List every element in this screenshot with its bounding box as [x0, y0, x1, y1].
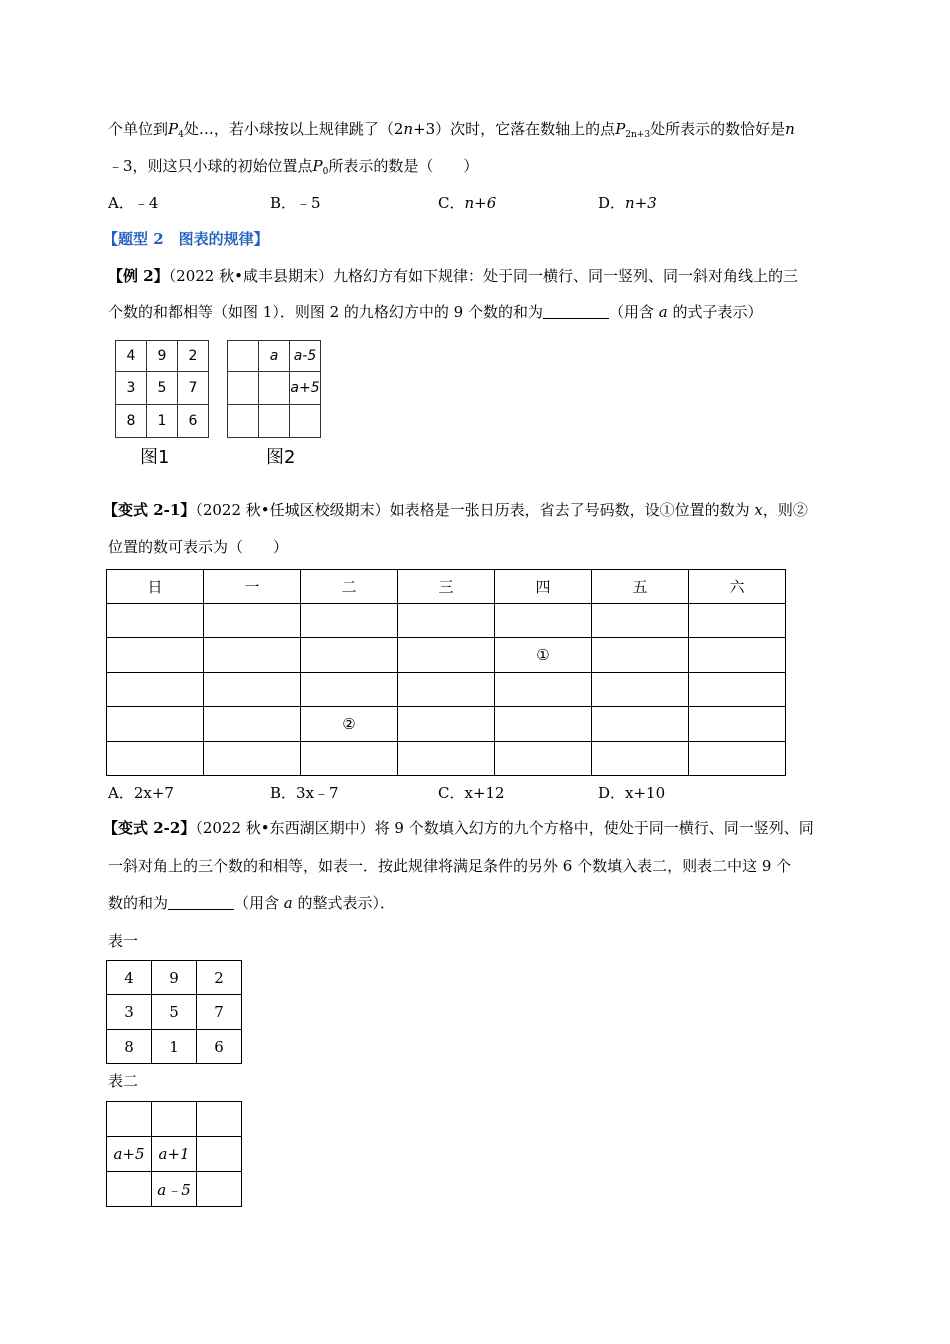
var-n: n: [403, 120, 414, 138]
calendar-row: [107, 673, 786, 707]
v21-option-a[interactable]: A．2x+7: [108, 784, 174, 802]
calendar-row: [107, 638, 786, 673]
fig2-magic-square: a a-5 a+5: [227, 340, 321, 438]
v21-tag: 【变式 2-1】: [103, 501, 196, 519]
table-one: 4 9 2 3 5 7 8 1 6: [106, 960, 242, 1064]
text: 所表示的数是（ ）: [328, 157, 479, 175]
calendar-header: 一: [204, 570, 301, 604]
calendar-row: [107, 742, 786, 776]
subscript: 2n+3: [625, 130, 651, 140]
v21-option-c[interactable]: C．x+12: [438, 784, 505, 802]
ex2-line-1: [108, 266, 798, 286]
subscript: 4: [178, 130, 184, 140]
v22-line-2: 一斜对角上的三个数的和相等，如表一．按此规律将满足条件的另外 6 个数填入表二，则表二中这 9 个: [108, 857, 792, 875]
ex2-tag: 【例 2】: [108, 267, 169, 285]
q1-line-2: [108, 156, 478, 182]
text: 个单位到: [108, 120, 169, 138]
calendar-header: 日: [107, 570, 204, 604]
calendar-header: 四: [495, 570, 592, 604]
section-title: 【题型 2 图表的规律】: [103, 230, 269, 248]
calendar-table: [106, 569, 786, 776]
v22-line-1: 【变式 2-2】（2022 秋•东西湖区期中）将 9 个数填入幻方的九个方格中，使处于同一横行、同一竖列、同: [103, 819, 814, 837]
calendar-header: 三: [398, 570, 495, 604]
v21-line-1: 【变式 2-1】（2022 秋•任城区校级期末）如表格是一张日历表，省去了号码数，设①位置的数为 x，则②: [103, 501, 808, 519]
calendar-header-row: [107, 570, 786, 604]
q1-option-b[interactable]: B．﹣5: [270, 194, 321, 212]
q1-line-1: [108, 119, 795, 145]
var-p: P: [168, 120, 179, 138]
calendar-row: [107, 604, 786, 638]
var-p: P: [312, 157, 323, 175]
var-p: P: [615, 120, 626, 138]
text: 处…，若小球按以上规律跳了（2: [183, 120, 404, 138]
table2-label: 表二: [108, 1072, 139, 1090]
calendar-header: 六: [689, 570, 786, 604]
fig2-caption: 图2: [266, 447, 296, 468]
fig1-caption: 图1: [140, 447, 170, 468]
v22-line-3: 数的和为 （用含 a 的整式表示）．: [108, 894, 396, 912]
v22-tag: 【变式 2-2】: [103, 819, 196, 837]
q1-option-a[interactable]: A．﹣4: [108, 194, 159, 212]
position-1-mark: ①: [495, 638, 592, 673]
table-two: a+5 a+1 a﹣5: [106, 1101, 242, 1207]
position-2-mark: ②: [301, 707, 398, 742]
text: （2022 秋•咸丰县期末）九格幻方有如下规律：处于同一横行、同一竖列、同一斜对角线上的三: [168, 267, 798, 285]
q1-option-c[interactable]: C．n+6: [438, 194, 497, 212]
answer-blank[interactable]: [543, 304, 609, 319]
calendar-header: 五: [592, 570, 689, 604]
answer-blank[interactable]: [168, 895, 234, 910]
v21-option-b[interactable]: B．3x﹣7: [270, 784, 339, 802]
v21-option-d[interactable]: D．x+10: [598, 784, 666, 802]
fig1-magic-square: 4 9 2 3 5 7 8 1 6: [115, 340, 209, 438]
text: 处所表示的数恰好是: [650, 120, 786, 138]
text: ﹣3，则这只小球的初始位置点: [108, 157, 313, 175]
var-n: n: [785, 120, 795, 138]
q1-option-d[interactable]: D．n+3: [598, 194, 657, 212]
calendar-header: 二: [301, 570, 398, 604]
calendar-row: [107, 707, 786, 742]
text: +3）次时，它落在数轴上的点: [413, 120, 616, 138]
table1-label: 表一: [108, 932, 139, 950]
ex2-line-2: 个数的和都相等（如图 1）．则图 2 的九格幻方中的 9 个数的和为 （用含 a 的式子表示）: [108, 303, 763, 321]
v21-line-2: 位置的数可表示为（ ）: [108, 538, 289, 556]
subscript: 0: [322, 167, 329, 177]
